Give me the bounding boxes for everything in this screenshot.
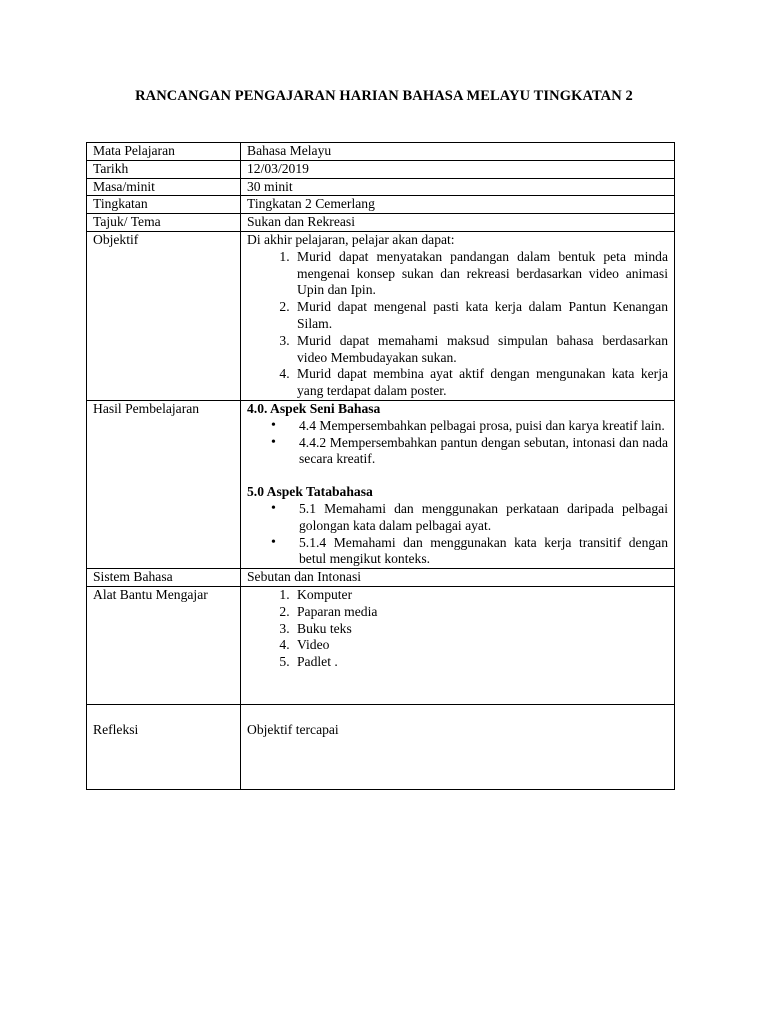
row-label: Objektif bbox=[87, 231, 241, 400]
list-item: 1. Murid dapat menyatakan pandangan dalam bentuk peta minda mengenai konsep sukan dan rekreasi berdasarkan video animasi Upin dan Ipin. bbox=[293, 249, 668, 299]
table-row bbox=[87, 400, 675, 568]
table-row bbox=[87, 586, 675, 704]
row-label: Mata Pelajaran bbox=[87, 143, 241, 161]
table-row bbox=[87, 160, 675, 178]
list-item: 2. Paparan media bbox=[293, 604, 668, 621]
row-value: 12/03/2019 bbox=[241, 160, 675, 178]
row-label: Tajuk/ Tema bbox=[87, 214, 241, 232]
list-item: 4. Video bbox=[293, 637, 668, 654]
row-label: Tarikh bbox=[87, 160, 241, 178]
bullet-list bbox=[247, 418, 668, 468]
teaching-aids-list bbox=[247, 587, 668, 671]
row-value: 30 minit bbox=[241, 178, 675, 196]
row-label: Tingkatan bbox=[87, 196, 241, 214]
row-value: Tingkatan 2 Cemerlang bbox=[241, 196, 675, 214]
list-item: 4. Murid dapat membina ayat aktif dengan mengunakan kata kerja yang terdapat dalam poster. bbox=[293, 366, 668, 400]
table-row bbox=[87, 196, 675, 214]
row-label: Sistem Bahasa bbox=[87, 569, 241, 587]
page-title: RANCANGAN PENGAJARAN HARIAN BAHASA MELAYU TINGKATAN 2 bbox=[135, 88, 633, 104]
list-item: 3. Murid dapat memahami maksud simpulan bahasa berdasarkan video Membudayakan sukan. bbox=[293, 333, 668, 367]
list-item: • 5.1.4 Memahami dan menggunakan kata kerja transitif dengan betul mengikut konteks. bbox=[293, 535, 668, 569]
table-row bbox=[87, 143, 675, 161]
section-heading: 4.0. Aspek Seni Bahasa bbox=[247, 400, 381, 416]
table-row bbox=[87, 231, 675, 400]
learning-outcomes-cell bbox=[241, 400, 675, 568]
list-item: 3. Buku teks bbox=[293, 621, 668, 638]
list-item: 2. Murid dapat mengenal pasti kata kerja dalam Pantun Kenangan Silam. bbox=[293, 299, 668, 333]
row-label: Refleksi bbox=[87, 704, 241, 789]
row-label: Hasil Pembelajaran bbox=[87, 400, 241, 568]
row-value: Sukan dan Rekreasi bbox=[241, 214, 675, 232]
row-value: Objektif tercapai bbox=[241, 704, 675, 789]
table-row bbox=[87, 704, 675, 789]
spacer bbox=[247, 468, 668, 484]
objectives-intro: Di akhir pelajaran, pelajar akan dapat: bbox=[247, 231, 455, 247]
objectives-list bbox=[247, 249, 668, 400]
list-item: • 4.4.2 Mempersembahkan pantun dengan sebutan, intonasi dan nada secara kreatif. bbox=[293, 435, 668, 469]
list-item: • 5.1 Memahami dan menggunakan perkataan daripada pelbagai golongan kata dalam pelbagai ayat. bbox=[293, 501, 668, 535]
row-value: Sebutan dan Intonasi bbox=[241, 569, 675, 587]
lesson-plan-table bbox=[86, 142, 675, 790]
table-row bbox=[87, 569, 675, 587]
table-row bbox=[87, 214, 675, 232]
objectives-cell bbox=[241, 231, 675, 400]
teaching-aids-cell bbox=[241, 586, 675, 704]
bullet-list bbox=[247, 501, 668, 568]
row-value: Bahasa Melayu bbox=[241, 143, 675, 161]
row-label: Alat Bantu Mengajar bbox=[87, 586, 241, 704]
list-item: 1. Komputer bbox=[293, 587, 668, 604]
list-item: 5. Padlet . bbox=[293, 654, 668, 671]
section-heading: 5.0 Aspek Tatabahasa bbox=[247, 484, 373, 500]
table-row bbox=[87, 178, 675, 196]
list-item: • 4.4 Mempersembahkan pelbagai prosa, puisi dan karya kreatif lain. bbox=[293, 418, 668, 435]
row-label: Masa/minit bbox=[87, 178, 241, 196]
